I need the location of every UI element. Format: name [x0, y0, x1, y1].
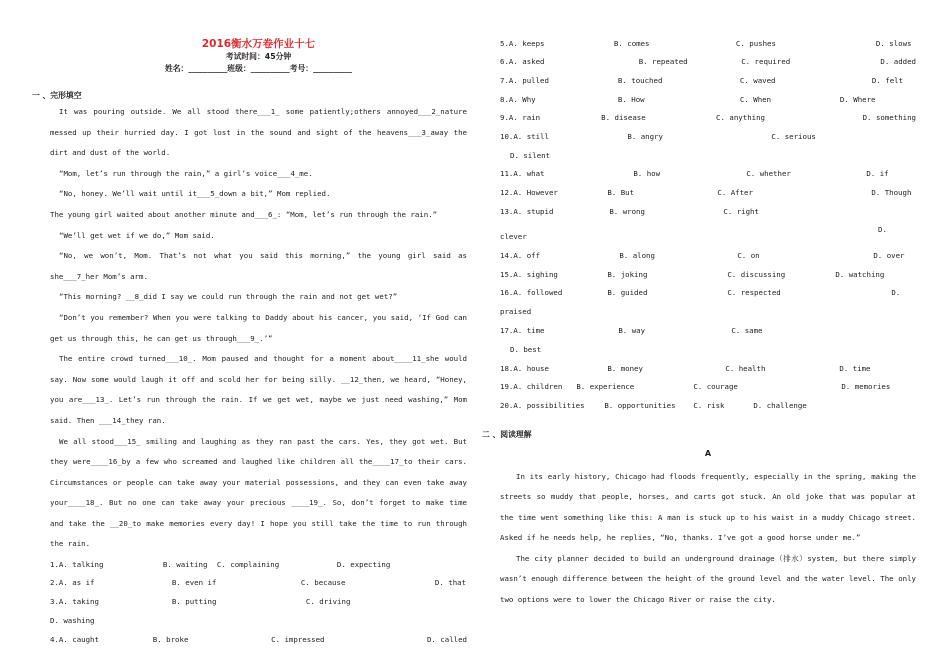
question-number: 14. — [500, 251, 514, 261]
option: B. comes — [613, 38, 650, 48]
option: B. disease — [601, 113, 646, 123]
question-row — [500, 165, 916, 184]
cloze-paragraph: “Don’t you remember? When you were talking to Daddy about his cancer, you said, ‘If God can get us through this, he can get us through___9_.’” — [50, 312, 467, 343]
question-number: 19. — [500, 382, 514, 392]
question-row — [500, 377, 916, 396]
option: A. caught — [58, 634, 99, 644]
question-row — [500, 127, 916, 146]
cloze-paragraph: “No, we won’t, Mom. That’s not what you said this morning,” the young girl said as she___7_her Mom’s arm. — [50, 251, 467, 281]
cloze-paragraph: It was pouring outside. We all stood there___1_ some patiently;others annoyed___2_nature messed up their hurried day. I got lost in the sound and sight of the heavens___3_away the dirt and dust of the world. — [50, 107, 467, 158]
option: C. right — [723, 206, 759, 216]
exam-time: 考试时间：45分钟 — [225, 52, 292, 61]
option: clever — [500, 232, 527, 242]
question-wrap-line — [500, 302, 916, 321]
option: B. guided — [607, 288, 648, 298]
option: C. courage — [693, 382, 738, 392]
passage-label: A — [704, 448, 712, 458]
option: D. slows — [875, 38, 912, 48]
option: C. required — [741, 57, 791, 67]
option: A. as if — [58, 578, 95, 588]
option: C. discussing — [727, 269, 786, 279]
option: B. But — [607, 187, 635, 197]
question-row — [500, 53, 916, 72]
option: C. because — [300, 578, 346, 588]
option-prefix: D. — [878, 225, 887, 235]
option: C. After — [717, 187, 753, 197]
question-number: 8. — [500, 94, 509, 104]
question-wrap-line — [50, 611, 467, 630]
question-number: 13. — [500, 206, 514, 216]
option: B. putting — [171, 597, 217, 607]
cloze-paragraph: “We’ll get wet if we do,” Mom said. — [59, 230, 215, 240]
option: A. However — [513, 187, 558, 197]
option: C. impressed — [271, 634, 325, 644]
option: D. washing — [50, 615, 95, 625]
option: D. time — [839, 363, 871, 373]
option: C. whether — [746, 169, 791, 179]
question-number: 16. — [500, 288, 514, 298]
question-number: 1. — [50, 559, 59, 569]
option: D. memories — [841, 382, 891, 392]
cloze-paragraph: The entire crowd turned___10_. Mom paused and thought for a moment about____11_she would say. Now some would laugh it off and scold her for being silly. __12_then, we heard, “Honey, you are___13_. Let’s run through the rain. If we get wet, maybe we just need washing,” Mom said. Then ___14_they ran. — [50, 354, 467, 425]
option: A. followed — [513, 288, 563, 298]
option: C. health — [725, 363, 766, 373]
cloze-paragraph: We all stood___15_ smiling and laughing as they ran past the cars. Yes, they got wet. But they were____16_by a few who screamed and laughed like children all the____17_to their cars. Circumstances or people can take away your material possessions, and they can even take away your____18_. But no one can take away your precious ____19_. So, don’t forget to make time and take the __20_to make memories every day! I hope you still take the time to run through the rain. — [50, 436, 467, 549]
option: A. rain — [508, 113, 541, 123]
option: B. even if — [171, 578, 217, 588]
question-number: 20. — [500, 400, 514, 410]
question-row — [500, 108, 916, 127]
question-row — [50, 630, 467, 649]
question-row — [500, 183, 916, 202]
option: D. Though — [871, 187, 912, 197]
question-row — [500, 71, 916, 90]
reading-paragraph: In its early history, Chicago had floods frequently, especially in the spring, making the streets so muddy that people, horses, and carts got stuck. An old joke that was popular at the time went something like this: A man is stuck up to his waist in a muddy Chicago street. Asked if he needs help, he replies, “No, thanks. I’ve got a good horse under me.” — [500, 471, 916, 543]
question-number: 5. — [500, 38, 509, 48]
option: D. silent — [510, 150, 551, 160]
question-number: 2. — [50, 578, 59, 588]
question-number: 3. — [50, 597, 59, 607]
option: A. off — [513, 251, 541, 261]
question-number: 4. — [50, 634, 59, 644]
question-row — [50, 592, 467, 611]
question-wrap-line — [500, 146, 916, 165]
option: B. money — [607, 363, 643, 373]
option: B. angry — [627, 131, 663, 141]
option: A. stupid — [513, 206, 554, 216]
question-row — [500, 202, 916, 221]
question-number: 18. — [500, 363, 514, 373]
option: A. what — [513, 169, 545, 179]
section-heading-cloze: 一 、完形填空 — [32, 91, 82, 100]
question-row — [500, 321, 916, 340]
option: C. waved — [739, 75, 776, 85]
option: A. Why — [508, 94, 536, 104]
option: C. same — [731, 325, 763, 335]
question-number: 10. — [500, 131, 514, 141]
option: C. anything — [716, 113, 765, 123]
option: B. how — [633, 169, 661, 179]
reading-paragraph: The city planner decided to build an underground drainage（排水）system, but there simply wasn’t enough difference between the height of the ground level and the water level. The only two options were to lower the Chicago River or raise the city. — [500, 553, 916, 605]
option: D. if — [866, 169, 889, 179]
question-row — [500, 34, 916, 53]
option: A. pulled — [508, 75, 549, 85]
question-number: 9. — [500, 113, 509, 123]
option: B. waiting — [162, 559, 208, 569]
option: A. sighing — [513, 269, 558, 279]
option: A. talking — [58, 559, 104, 569]
option: A. house — [513, 363, 549, 373]
question-row — [500, 90, 916, 109]
option: B. How — [617, 94, 645, 104]
student-info: 姓名：__________班级：__________考号：__________ — [164, 64, 353, 73]
option-prefix: D. — [891, 288, 901, 298]
option: B. way — [618, 325, 646, 335]
option: C. complaining — [216, 559, 280, 569]
option: B. experience — [576, 382, 635, 392]
option: C. on — [737, 251, 760, 261]
question-number: 6. — [500, 57, 509, 67]
question-number: 17. — [500, 325, 514, 335]
option: B. touched — [617, 75, 663, 85]
option: D. Where — [839, 94, 876, 104]
question-number: 7. — [500, 75, 509, 85]
question-row — [500, 265, 916, 284]
option: D. watching — [835, 269, 885, 279]
option: C. driving — [305, 597, 351, 607]
section-heading-reading: 二 、阅读理解 — [482, 429, 532, 439]
question-wrap-line — [500, 340, 916, 359]
option: C. serious — [771, 131, 816, 141]
question-row — [50, 555, 467, 574]
option: B. repeated — [638, 57, 688, 67]
exam-title: 2016衡水万卷作业十七 — [201, 38, 316, 50]
option: D. challenge — [753, 400, 807, 410]
option: C. When — [739, 94, 772, 104]
question-row — [500, 284, 916, 303]
option: D. felt — [871, 75, 904, 85]
cloze-paragraph: “This morning? __8_did I say we could run through the rain and not get wet?” — [59, 292, 398, 302]
option: praised — [500, 307, 532, 317]
option: B. wrong — [609, 206, 645, 216]
option: D. expecting — [336, 559, 391, 569]
left-column — [32, 0, 467, 648]
option: B. broke — [152, 634, 189, 644]
option: B. along — [619, 251, 655, 261]
question-row — [500, 246, 916, 265]
option: A. asked — [508, 57, 545, 67]
question-number: 11. — [500, 169, 514, 179]
option: D. that — [434, 578, 467, 588]
option: D. added — [880, 57, 916, 67]
question-row — [50, 574, 467, 593]
question-number: 15. — [500, 269, 514, 279]
option: A. children — [513, 382, 563, 392]
option: B. joking — [607, 269, 648, 279]
option: C. pushes — [735, 38, 776, 48]
question-row — [500, 359, 916, 378]
option: C. risk — [693, 400, 725, 410]
option: A. possibilities — [513, 400, 585, 410]
option: C. respected — [727, 288, 781, 298]
option: A. still — [513, 131, 549, 141]
right-column — [482, 0, 916, 611]
cloze-paragraph: The young girl waited about another minute and___6_: “Mom, let’s run through the rain.” — [50, 209, 438, 219]
option: D. best — [510, 344, 542, 354]
option: B. opportunities — [604, 400, 676, 410]
question-wrap-line — [500, 227, 916, 246]
option: D. called — [426, 634, 467, 644]
option: D. something — [862, 113, 916, 123]
option: D. over — [873, 251, 905, 261]
cloze-paragraph: “Mom, let’s run through the rain,” a girl’s voice___4_me. — [59, 168, 313, 178]
option: A. time — [513, 325, 545, 335]
question-row — [500, 396, 916, 415]
question-number: 12. — [500, 187, 514, 197]
option: A. keeps — [508, 38, 545, 48]
option: A. taking — [58, 597, 99, 607]
cloze-paragraph: “No, honey. We’ll wait until it___5_down a bit,” Mom replied. — [59, 189, 331, 199]
